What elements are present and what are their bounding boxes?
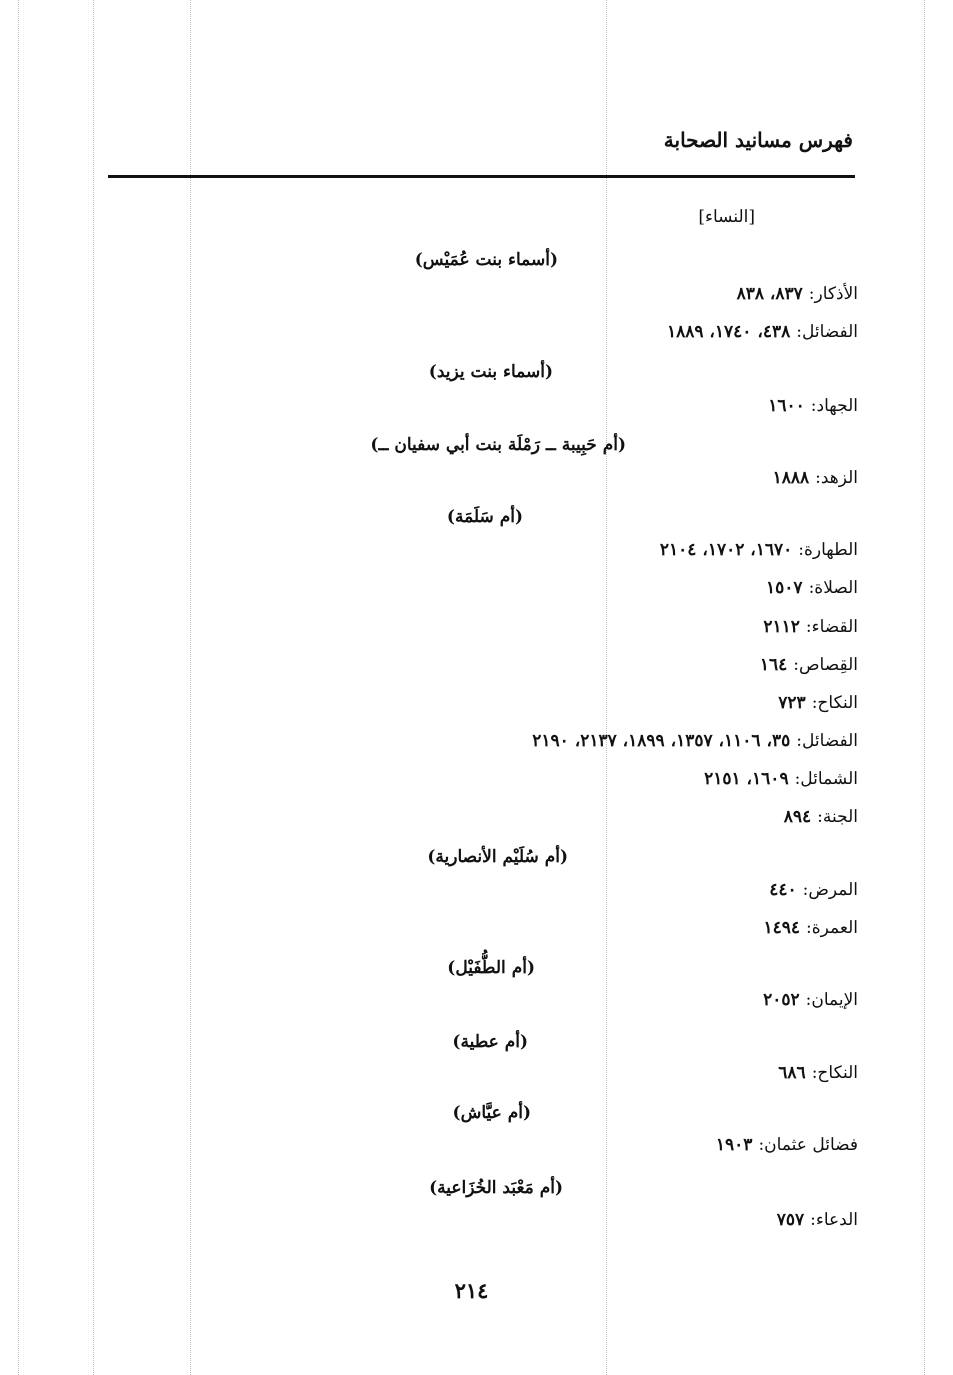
index-entry [764,918,858,938]
companion-name: (أم عيَّاش) [452,1103,531,1123]
companion-name: (أم الطُّفَيْل) [447,958,535,978]
entry-refs: ٢١١٢ [763,617,800,637]
entry-refs: ١٦٠٩، ٢١٥١ [704,769,789,789]
index-entry [784,807,858,827]
entry-topic: النكاح: [811,693,858,713]
entry-refs: ١٦٤ [759,655,788,675]
companion-name: (أم سُلَيْم الأنصارية) [427,847,568,867]
scan-guide-line [93,0,94,1375]
scan-guide-line [606,0,607,1375]
entry-refs: ١٦٠٠ [768,396,805,416]
entry-refs: ٧٥٧ [776,1210,805,1230]
page-number: ٢١٤ [454,1278,489,1303]
entry-topic: المرض: [802,880,858,900]
entry-topic: الجهاد: [810,396,858,416]
scan-guide-line [18,0,19,1375]
companion-name: (أم سَلَمَة) [446,507,523,527]
entry-refs: ٤٤٠ [769,880,797,900]
index-entry [532,731,858,751]
entry-topic: الفضائل: [796,322,858,342]
companion-name: (أم عطية) [452,1032,528,1052]
entry-refs: ١٤٩٤ [763,918,801,938]
entry-topic: النكاح: [811,1063,858,1083]
entry-refs: ٨٩٤ [783,807,812,827]
entry-topic: الجنة: [817,807,858,827]
index-entry [763,990,858,1010]
index-entry [778,693,858,713]
entry-topic: القِصاص: [793,655,858,675]
header-rule [108,175,855,178]
index-entry [773,468,858,488]
entry-refs: ٢٠٥٢ [763,990,800,1010]
companion-name: (أسماء بنت عُمَيْس) [414,250,558,270]
index-entry [667,322,858,342]
entry-topic: الشمائل: [794,769,858,789]
index-entry [777,1210,858,1230]
entry-refs: ١٨٨٨ [772,468,810,488]
entry-topic: العمرة: [806,918,858,938]
index-entry [737,284,858,304]
entry-refs: ٤٣٨، ١٧٤٠، ١٨٨٩ [666,322,791,342]
entry-refs: ٣٥، ١١٠٦، ١٣٥٧، ١٨٩٩، ٢١٣٧، ٢١٩٠ [532,731,791,751]
entry-topic: فضائل عثمان: [758,1135,858,1155]
entry-topic: الإيمان: [805,990,858,1010]
entry-topic: الفضائل: [796,731,858,751]
entry-topic: الدعاء: [810,1210,858,1230]
section-label: [النساء] [698,207,755,227]
companion-name: (أم مَعْبَد الخُزَاعية) [429,1178,563,1198]
entry-refs: ٦٨٦ [778,1063,806,1083]
entry-topic: الصلاة: [808,578,858,598]
index-entry [660,540,858,560]
entry-refs: ٧٢٣ [778,693,806,713]
entry-topic: القضاء: [805,617,858,637]
index-entry [769,880,858,900]
scan-guide-line [924,0,925,1375]
entry-refs: ١٥٠٧ [766,578,803,598]
companion-name: (أم حَبِيبة ــ رَمْلَة بنت أبي سفيان ــ) [370,435,626,455]
index-entry [763,617,858,637]
index-entry [704,769,858,789]
entry-topic: الطهارة: [798,540,858,560]
entry-topic: الأذكار: [808,284,858,304]
index-entry [760,655,858,675]
entry-refs: ١٩٠٣ [715,1135,753,1155]
entry-topic: الزهد: [815,468,858,488]
index-entry [768,396,858,416]
page-header-title: فهرس مسانيد الصحابة [663,128,853,152]
index-entry [716,1135,858,1155]
companion-name: (أسماء بنت يزيد) [428,362,553,382]
index-entry [778,1063,858,1083]
scan-guide-line [190,0,191,1375]
entry-refs: ١٦٧٠، ١٧٠٢، ٢١٠٤ [659,540,793,560]
index-entry [766,578,858,598]
entry-refs: ٨٣٧، ٨٣٨ [736,284,803,304]
